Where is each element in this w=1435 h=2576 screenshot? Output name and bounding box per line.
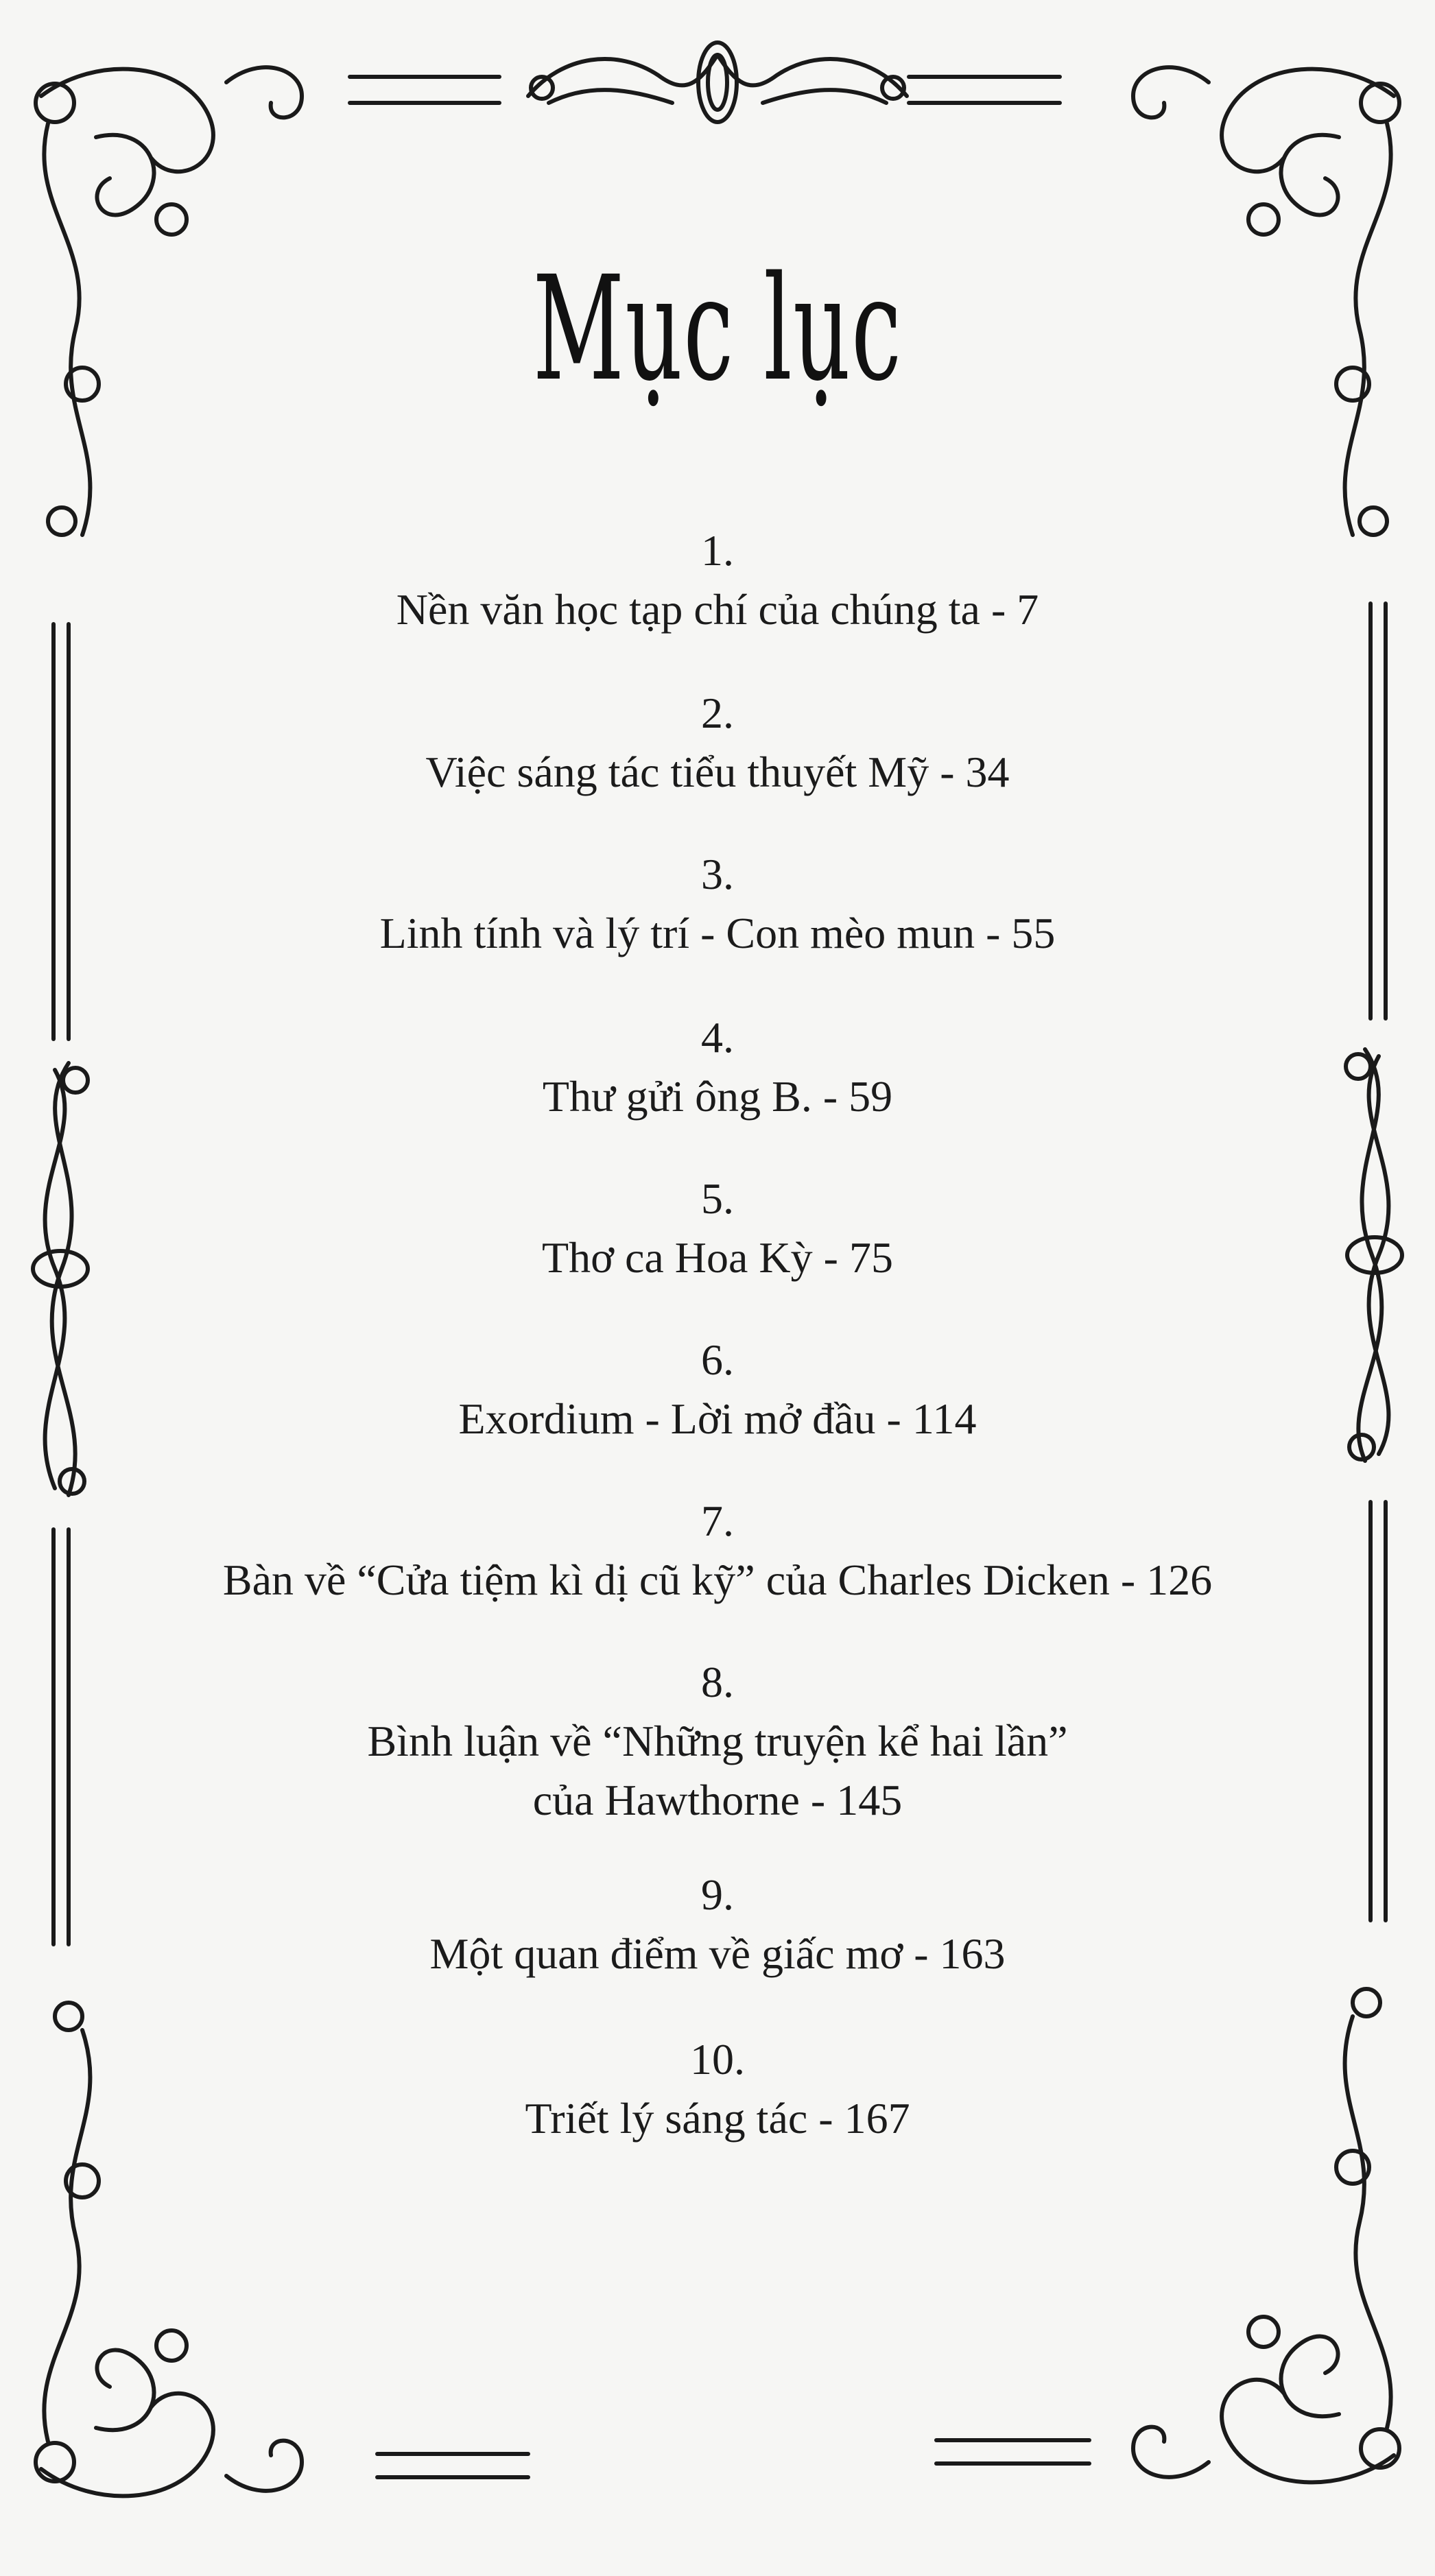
top-center-flourish <box>528 43 907 122</box>
bottom-rule-right <box>936 2440 1089 2464</box>
entry-title: Nền văn học tạp chí của chúng ta - 7 <box>396 585 1039 634</box>
entry-number: 8. <box>701 1658 734 1706</box>
entry-number: 9. <box>701 1870 734 1919</box>
entry-title: Thơ ca Hoa Kỳ - 75 <box>542 1233 893 1282</box>
right-middle-flourish <box>1346 1049 1402 1461</box>
toc-entry <box>137 1331 1298 1448</box>
toc-entry <box>137 1169 1298 1287</box>
toc-entry <box>137 1653 1298 1830</box>
entry-number: 7. <box>701 1496 734 1545</box>
entry-title: Thư gửi ông B. - 59 <box>542 1072 893 1121</box>
toc-entry <box>137 684 1298 802</box>
entry-title: Việc sáng tác tiểu thuyết Mỹ - 34 <box>425 748 1010 796</box>
toc-entry <box>137 1008 1298 1126</box>
entry-number: 3. <box>701 850 734 898</box>
entry-title: Exordium - Lời mở đầu - 114 <box>458 1394 977 1443</box>
left-middle-flourish <box>33 1063 88 1495</box>
entry-title-continued: của Hawthorne - 145 <box>532 1776 903 1824</box>
top-rule-left <box>350 77 499 103</box>
entry-number: 2. <box>701 689 734 737</box>
corner-flourish-top-left <box>36 67 302 535</box>
toc-entry <box>137 1492 1298 1610</box>
entry-title: Bình luận về “Những truyện kể hai lần” <box>367 1717 1068 1765</box>
toc-entry <box>137 1865 1298 1983</box>
entry-number: 1. <box>701 526 734 575</box>
entry-title: Triết lý sáng tác - 167 <box>525 2094 910 2143</box>
toc-entry <box>137 521 1298 639</box>
top-rule-right <box>909 77 1060 103</box>
bottom-rule-left <box>377 2454 528 2477</box>
page-title: Mục lục <box>532 245 903 413</box>
entry-title: Linh tính và lý trí - Con mèo mun - 55 <box>379 909 1056 957</box>
entry-number: 6. <box>701 1335 734 1384</box>
entry-title: Bàn về “Cửa tiệm kì dị cũ kỹ” của Charles Dicken - 126 <box>222 1555 1213 1604</box>
toc-entry <box>137 2030 1298 2148</box>
entry-title: Một quan điểm về giấc mơ - 163 <box>429 1929 1006 1978</box>
entry-number: 10. <box>690 2035 745 2084</box>
entry-number: 4. <box>701 1013 734 1062</box>
entry-number: 5. <box>701 1174 734 1223</box>
corner-flourish-top-right <box>1133 67 1399 535</box>
toc-entry <box>137 845 1298 963</box>
